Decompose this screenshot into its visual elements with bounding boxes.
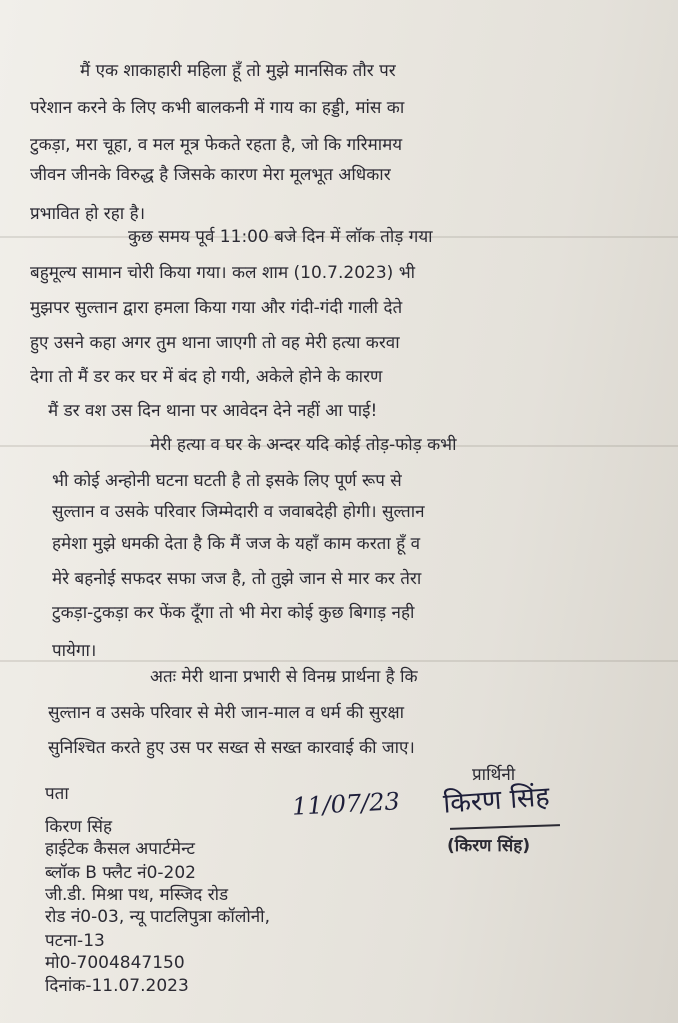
body-line: परेशान करने के लिए कभी बालकनी में गाय का हड्डी, मांस का [30, 98, 405, 118]
paper-fold [0, 660, 678, 662]
body-line: मुझपर सुल्तान द्वारा हमला किया गया और गंदी-गंदी गाली देते [30, 298, 403, 318]
body-line: बहुमूल्य सामान चोरी किया गया। कल शाम (10.7.2023) भी [30, 263, 416, 283]
body-line: पायेगा। [52, 641, 97, 661]
address-line: मो0-7004847150 [45, 953, 185, 973]
body-line: भी कोई अन्होनी घटना घटती है तो इसके लिए पूर्ण रूप से [52, 471, 402, 491]
address-line: किरण सिंह [45, 817, 113, 837]
address-label: पता [45, 784, 69, 804]
body-line: हुए उसने कहा अगर तुम थाना जाएगी तो वह मेरी हत्या करवा [30, 333, 400, 353]
body-line: जीवन जीनके विरुद्ध है जिसके कारण मेरा मूलभूत अधिकार [30, 165, 391, 185]
address-line: ब्लॉक B फ्लैट नं0-202 [45, 863, 197, 883]
name-in-brackets: (किरण सिंह) [447, 836, 531, 856]
body-line: मेरे बहनोई सफदर सफा जज है, तो तुझे जान से मार कर तेरा [52, 569, 422, 589]
body-line: सुनिश्चित करते हुए उस पर सख्त से सख्त कारवाई की जाए। [48, 738, 415, 758]
body-line: टुकड़ा, मरा चूहा, व मल मूत्र फेकते रहता है, जो कि गरिमामय [30, 135, 403, 155]
address-line: पटना-13 [45, 931, 105, 951]
address-line: हाईटेक कैसल अपार्टमेन्ट [45, 839, 195, 859]
body-line: सुल्तान व उसके परिवार से मेरी जान-माल व धर्म की सुरक्षा [48, 703, 405, 723]
body-line: मैं एक शाकाहारी महिला हूँ तो मुझे मानसिक तौर पर [80, 61, 396, 81]
address-line: दिनांक-11.07.2023 [45, 976, 189, 996]
handwritten-date: 11/07/23 [291, 787, 401, 821]
address-line: रोड नं0-03, न्यू पाटलिपुत्रा कॉलोनी, [45, 907, 270, 927]
body-line: प्रभावित हो रहा है। [30, 204, 146, 224]
body-line: देगा तो मैं डर कर घर में बंद हो गयी, अकेले होने के कारण [30, 367, 383, 387]
body-line: अतः मेरी थाना प्रभारी से विनम्र प्रार्थना है कि [150, 667, 418, 687]
body-line: मेरी हत्या व घर के अन्दर यदि कोई तोड़-फोड़ कभी [150, 435, 457, 455]
applicant-label: प्रार्थिनी [472, 765, 516, 785]
body-line: मैं डर वश उस दिन थाना पर आवेदन देने नहीं आ पाई! [48, 401, 378, 421]
body-line: टुकड़ा-टुकड़ा कर फेंक दूँगा तो भी मेरा कोई कुछ बिगाड़ नही [52, 603, 415, 623]
body-line: हमेशा मुझे धमकी देता है कि मैं जज के यहाँ काम करता हूँ व [52, 534, 421, 554]
signature-underline [450, 824, 560, 830]
signature: किरण सिंह [442, 781, 551, 820]
address-line: जी.डी. मिश्रा पथ, मस्जिद रोड [45, 885, 229, 905]
body-line: कुछ समय पूर्व 11:00 बजे दिन में लॉक तोड़ गया [128, 227, 433, 247]
body-line: सुल्तान व उसके परिवार जिम्मेदारी व जवाबदेही होगी। सुल्तान [52, 502, 425, 522]
